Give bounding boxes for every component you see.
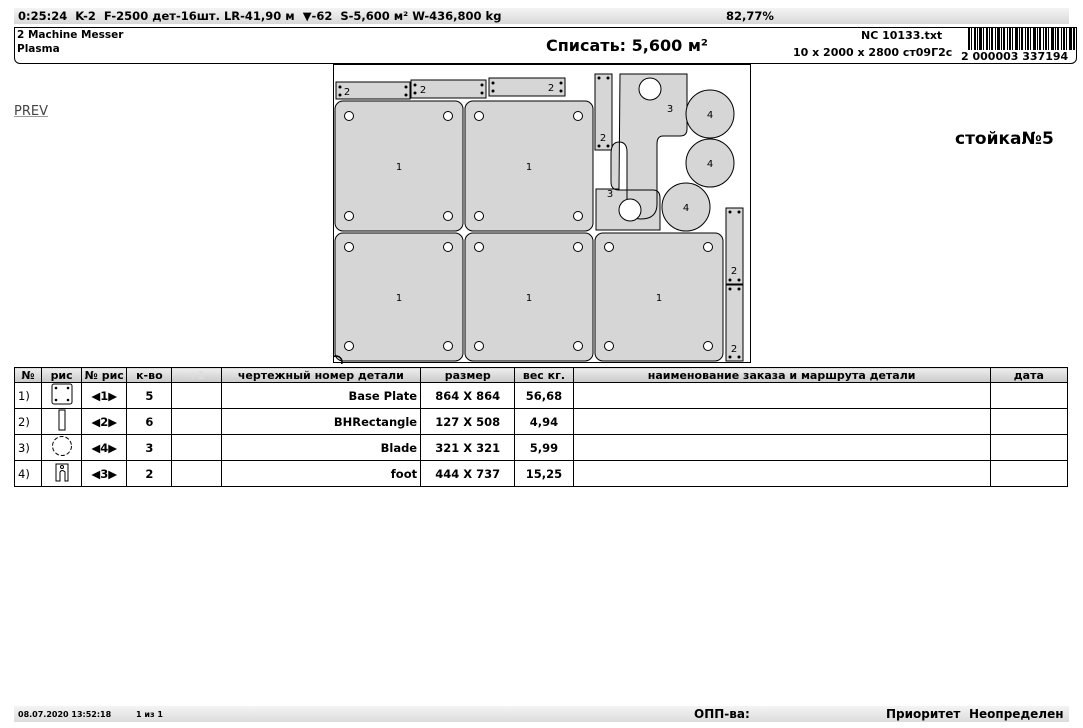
figure-number[interactable]: ◀2▶ (82, 409, 127, 435)
col-header: +1 (172, 368, 221, 383)
part-weight: 5,99 (515, 435, 573, 461)
square-plate-icon (51, 383, 73, 405)
barcode-icon (968, 28, 1076, 52)
part-label: 2 (343, 87, 351, 98)
part-label: 2 (599, 133, 607, 144)
blade-gear-icon (51, 435, 73, 457)
part-weight: 15,25 (515, 461, 573, 487)
parts-table (14, 367, 1068, 487)
priority-value: Неопределен (969, 707, 1064, 721)
utilization-percent: 82,77% (726, 9, 774, 23)
part-label: 4 (706, 159, 714, 170)
part-drawing-number: Base Plate (221, 383, 421, 409)
part-size: 127 X 508 (421, 409, 515, 435)
table-row[interactable] (15, 383, 1068, 409)
table-row[interactable] (15, 409, 1068, 435)
col-header: рис (42, 368, 82, 383)
print-datetime: 08.07.2020 13:52:18 (18, 710, 112, 719)
part-label: 1 (395, 293, 403, 304)
col-header: к-во (127, 368, 172, 383)
part-label: 4 (706, 110, 714, 121)
part-weight: 56,68 (515, 383, 573, 409)
quantity: 2 (127, 461, 172, 487)
part-label: 1 (525, 293, 533, 304)
figure-number[interactable]: ◀1▶ (82, 383, 127, 409)
part-size: 864 X 864 (421, 383, 515, 409)
page-counter: 1 из 1 (136, 710, 163, 719)
machine-name: 2 Machine Messer (17, 29, 124, 41)
part-size: 444 X 737 (421, 461, 515, 487)
part-label: 4 (682, 203, 690, 214)
col-header: № рис (82, 368, 127, 383)
part-label: 1 (525, 162, 533, 173)
rectangle-bar-icon (51, 409, 73, 431)
col-header: дата (990, 368, 1067, 383)
nc-file-name: NC 10133.txt (861, 29, 943, 42)
sheet-size: 10 x 2000 x 2800 ст09Г2с (793, 46, 953, 59)
machine-process: Plasma (17, 43, 60, 55)
footer-bar (14, 706, 1069, 722)
part-size: 321 X 321 (421, 435, 515, 461)
col-header: чертежный номер детали (221, 368, 421, 383)
barcode-number: 2 000003 337194 (961, 50, 1069, 63)
table-row[interactable] (15, 435, 1068, 461)
prev-link[interactable]: PREV (14, 104, 48, 119)
part-label: 2 (730, 266, 738, 277)
part-drawing-number: foot (221, 461, 421, 487)
row-number: 1) (15, 383, 42, 409)
part-label: 1 (655, 293, 663, 304)
col-header: размер (421, 368, 515, 383)
part-label: 3 (606, 189, 614, 200)
part-label: 2 (547, 83, 555, 94)
row-number: 4) (15, 461, 42, 487)
nesting-stats: 0:25:24 K-2 F-2500 дет-16шт. LR-41,90 м ▼-62 S-5,600 м² W-436,800 kg (18, 9, 502, 23)
stand-label: стойка№5 (955, 129, 1054, 149)
foot-shape-icon (51, 461, 73, 483)
figure-number[interactable]: ◀3▶ (82, 461, 127, 487)
table-header-row (15, 368, 1068, 383)
col-header: наименование заказа и маршрута детали (573, 368, 990, 383)
col-header: вес кг. (515, 368, 573, 383)
job-header (14, 27, 1077, 64)
part-drawing-number: BHRectangle (221, 409, 421, 435)
col-header: № (15, 368, 42, 383)
table-row[interactable] (15, 461, 1068, 487)
part-label: 2 (419, 85, 427, 96)
writeoff-area: Списать: 5,600 м² (546, 36, 708, 55)
priority-label: Приоритет (886, 707, 961, 721)
part-label: 2 (730, 344, 738, 355)
status-bar (14, 8, 1069, 24)
row-number: 3) (15, 435, 42, 461)
part-drawing-number: Blade (221, 435, 421, 461)
quantity: 5 (127, 383, 172, 409)
row-number: 2) (15, 409, 42, 435)
part-weight: 4,94 (515, 409, 573, 435)
quantity: 6 (127, 409, 172, 435)
part-label: 3 (666, 104, 674, 115)
part-label: 1 (395, 162, 403, 173)
nesting-layout (333, 64, 751, 364)
quantity: 3 (127, 435, 172, 461)
opp-label: ОПП-ва: (694, 707, 750, 721)
figure-number[interactable]: ◀4▶ (82, 435, 127, 461)
